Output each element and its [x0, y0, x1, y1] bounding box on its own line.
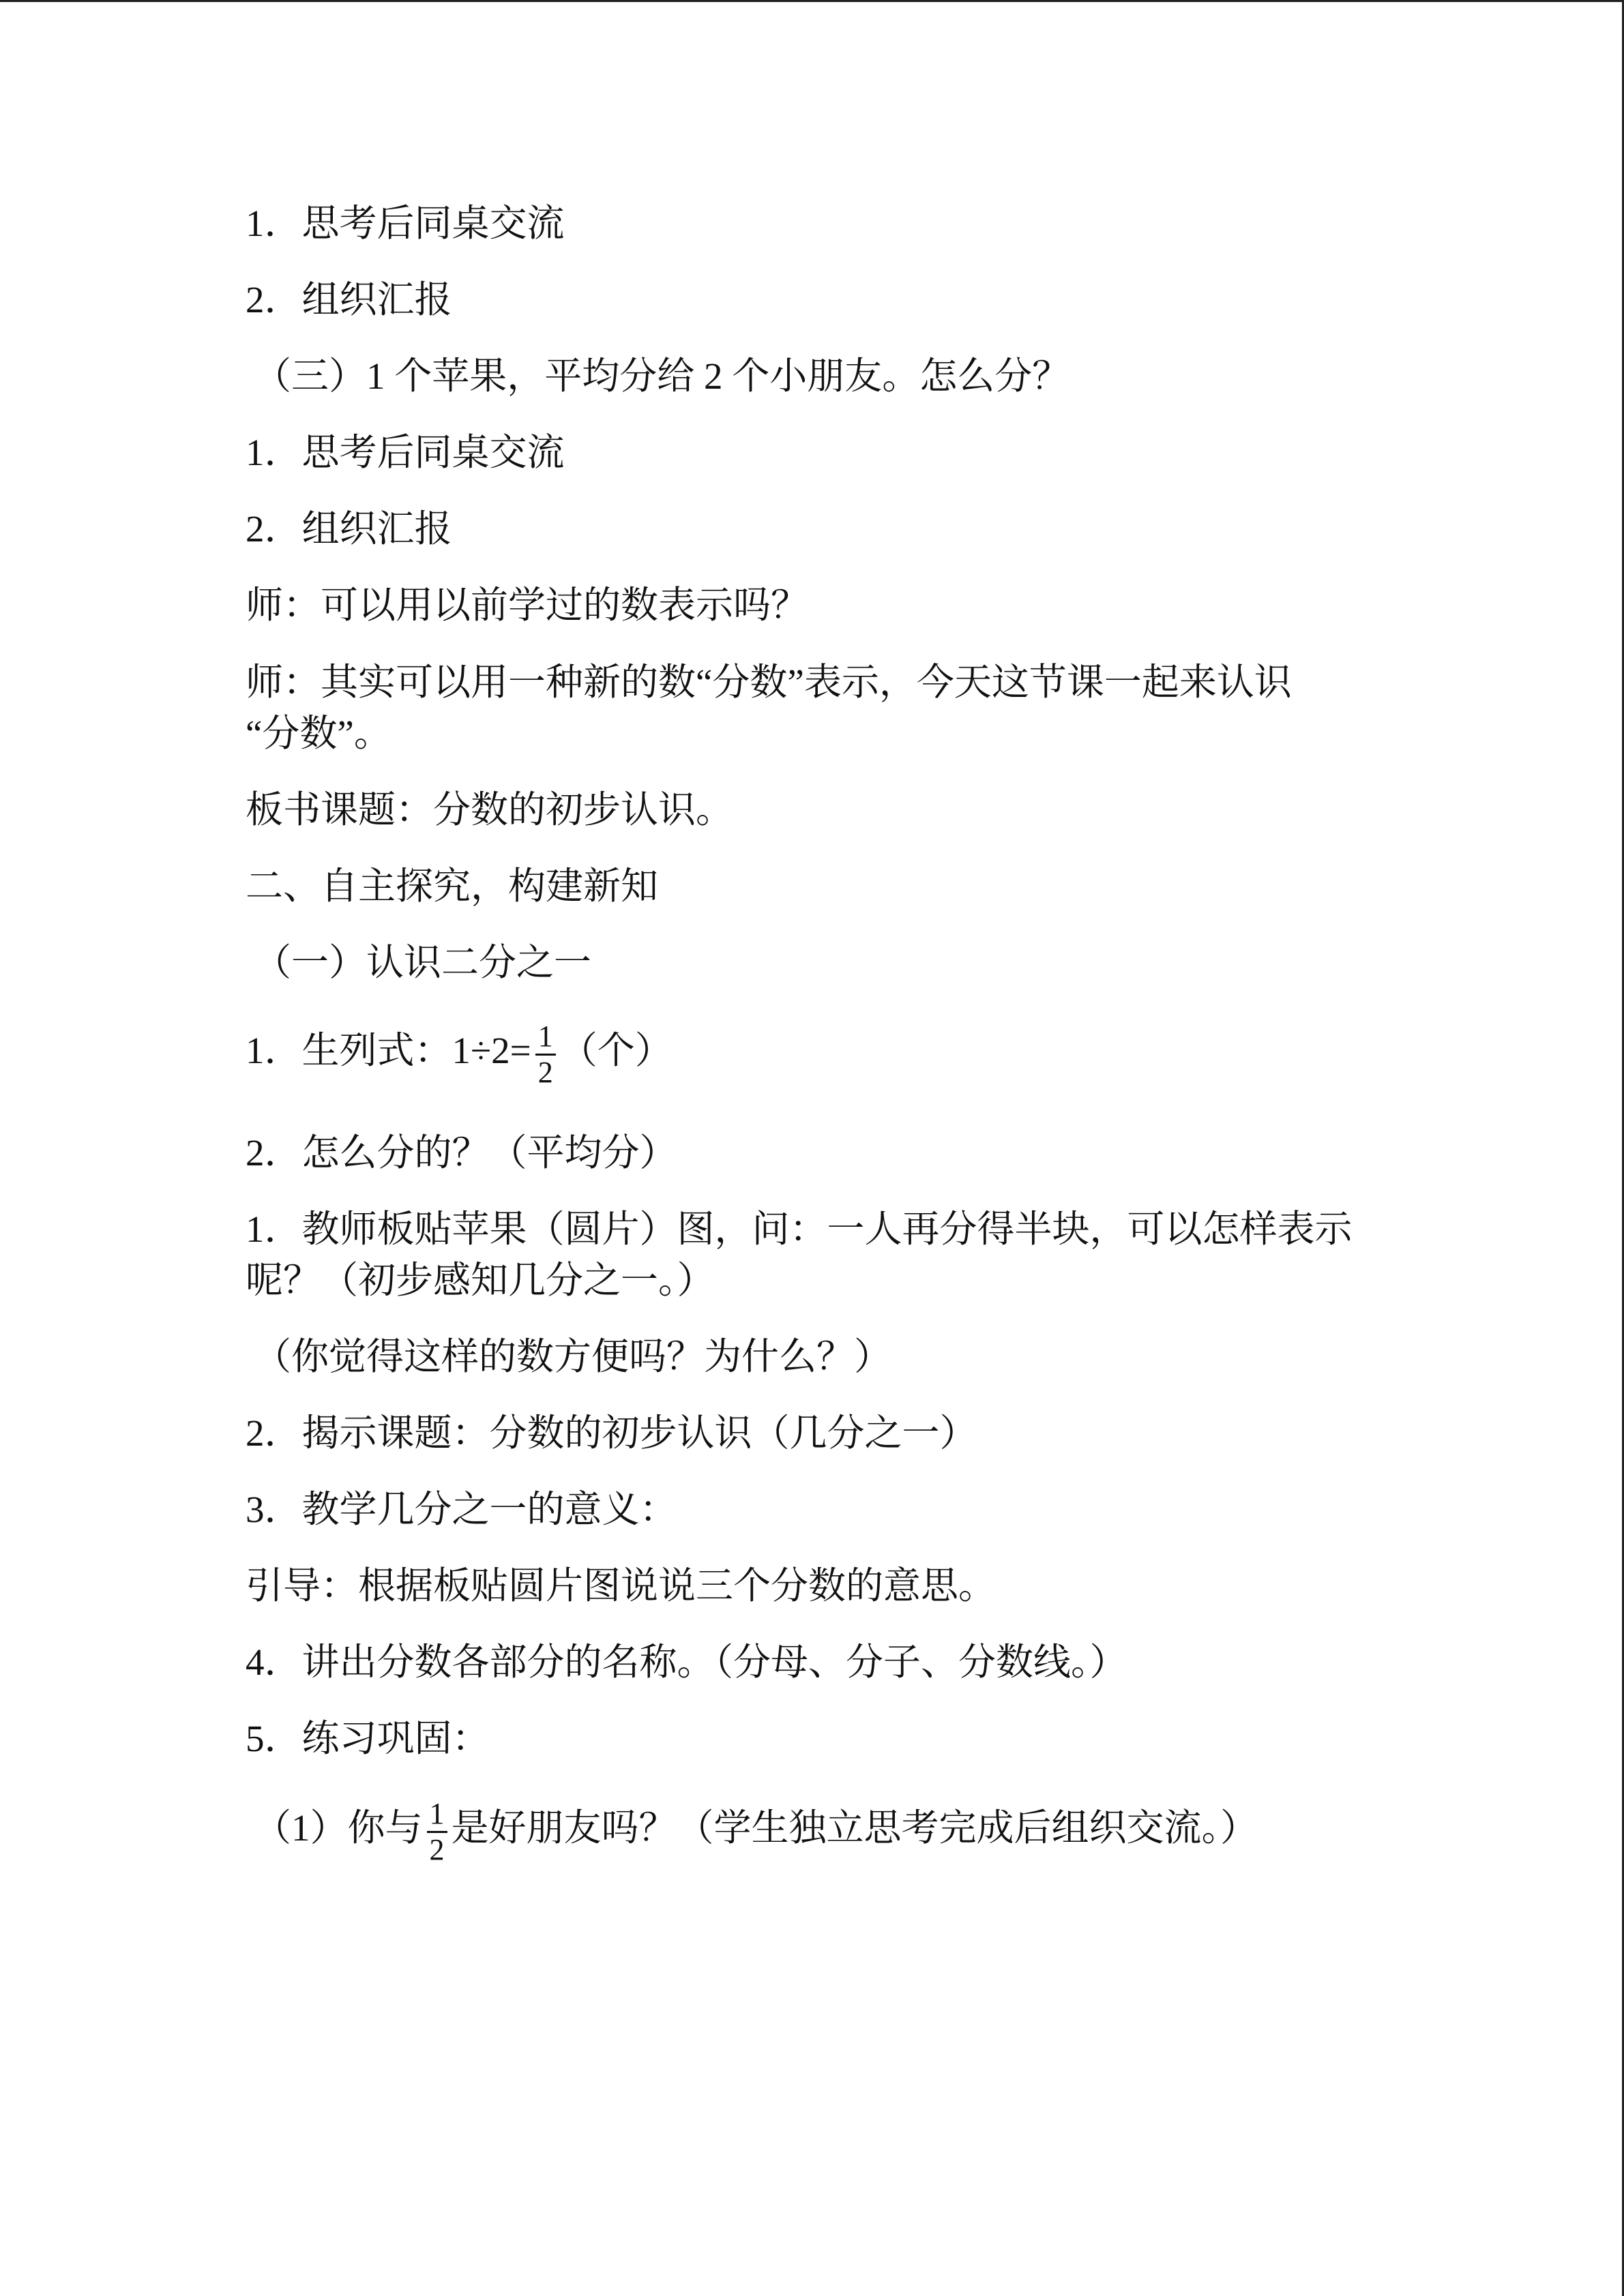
teacher-board-line-2: 呢？（初步感知几分之一。） [246, 1259, 715, 1301]
fraction-one-half [535, 1019, 556, 1090]
teacher-question: 师：可以用以前学过的数表示吗？ [246, 584, 809, 626]
fraction-denominator: 2 [429, 1833, 445, 1866]
step-practice: 5．练习巩固： [246, 1718, 490, 1759]
guide-line: 引导：根据板贴圆片图说说三个分数的意思。 [246, 1565, 996, 1607]
exercise-suffix: 是好朋友吗？（学生独立思考完成后组织交流。） [451, 1807, 1258, 1849]
question-convenient: （你觉得这样的数方便吗？为什么？） [254, 1336, 892, 1377]
teacher-intro-line-2: “分数”。 [246, 713, 392, 754]
fraction-denominator: 2 [537, 1056, 553, 1089]
exercise-line [254, 1797, 1258, 1867]
subsection-one-half: （一）认识二分之一 [254, 942, 592, 983]
step-think-discuss: 1．思考后同桌交流 [246, 432, 565, 473]
step-reveal-title: 2．揭示课题：分数的初步认识（几分之一） [246, 1412, 977, 1454]
step-fraction-parts: 4．讲出分数各部分的名称。（分母、分子、分数线。） [246, 1641, 1127, 1683]
step-think-discuss: 1．思考后同桌交流 [246, 203, 565, 244]
section-apple-question: （三）1 个苹果，平均分给 2 个小朋友。怎么分？ [254, 355, 1070, 397]
formula-line [246, 1019, 673, 1090]
board-title: 板书课题：分数的初步认识。 [246, 789, 734, 831]
fraction-numerator: 1 [535, 1019, 556, 1056]
formula-prefix: 1．生列式：1÷2= [246, 1030, 531, 1072]
formula-suffix: （个） [559, 1030, 673, 1072]
fraction-one-half [427, 1797, 447, 1867]
step-teach-meaning: 3．教学几分之一的意义： [246, 1489, 677, 1530]
step-report: 2．组织汇报 [246, 279, 452, 320]
section-heading-explore: 二、自主探究，构建新知 [246, 865, 659, 907]
teacher-board-line-1: 1．教师板贴苹果（圆片）图，问：一人再分得半块，可以怎样表示 [246, 1208, 1353, 1250]
step-how-divide: 2．怎么分的？（平均分） [246, 1132, 677, 1174]
exercise-prefix: （1）你与 [254, 1807, 423, 1849]
step-report: 2．组织汇报 [246, 508, 452, 550]
fraction-numerator: 1 [427, 1797, 447, 1833]
teacher-intro-line-1: 师：其实可以用一种新的数“分数”表示，今天这节课一起来认识 [246, 661, 1292, 703]
